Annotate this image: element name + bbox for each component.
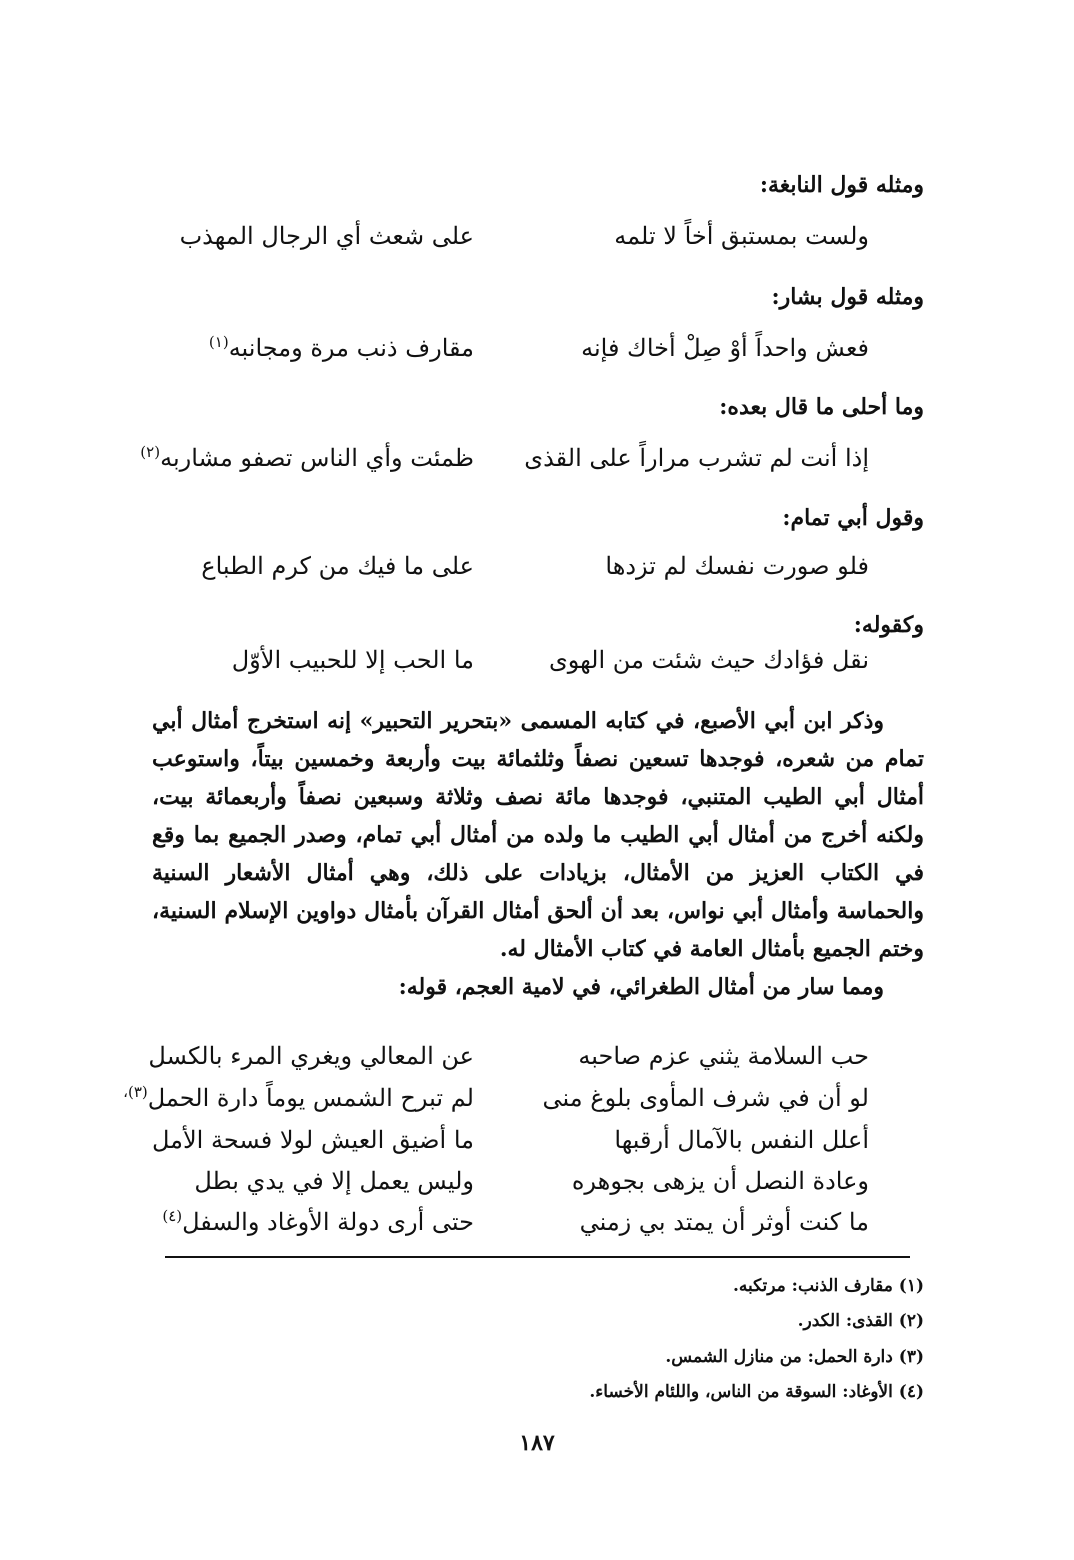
- poem-left-hemistich: [162, 1208, 474, 1236]
- verse-text: ظمئت وأي الناس تصفو مشاربه: [160, 444, 474, 472]
- poem-left-hemistich: ما أضيق العيش لولا فسحة الأمل: [151, 1126, 474, 1154]
- footnote-marker: (٤): [162, 1207, 183, 1225]
- footnote: (١) مقارف الذنب: مرتكبه.: [733, 1276, 924, 1296]
- footnote-marker: (٢): [140, 443, 161, 461]
- verse-left-hemistich: على شعث أي الرجال المهذب: [179, 222, 474, 250]
- poem-left-hemistich: [123, 1084, 474, 1112]
- intro-line: وقول أبي تمام:: [782, 505, 924, 531]
- footnote: (٤) الأوغاد: السوقة من الناس، واللئام الأخساء.: [589, 1382, 924, 1402]
- footnote: (٢) القذى: الكدر.: [797, 1311, 924, 1331]
- verse-right-hemistich: فعش واحداً أوْ صِلْ أخاك فإنه: [581, 334, 869, 362]
- page-number: ١٨٧: [519, 1430, 555, 1456]
- verse-text: حتى أرى دولة الأوغاد والسفل: [182, 1208, 474, 1236]
- paragraph: وذكر ابن أبي الأصبع، في كتابه المسمى «بتحرير التحبير» إنه استخرج أمثال أبي تمام من شعره، فوجدها تسعين نصفاً وثلثمائة بيت وأربعة وخمسين بيتاً، واستوعب أمثال أبي الطيب المتنبي، فوجدها مائة نصف وثلاثة وسبعين نصفاً وأربعمائة بيت، ولكنه أخرج من أمثال أبي الطيب ما ولده من أمثال أبي تمام، وصدر الجميع بما وقع في الكتاب العزيز من الأمثال، بزيادات على ذلك، وهي أمثال الأشعار السنية والحماسة وأمثال أبي نواس، بعد أن ألحق أمثال القرآن بأمثال دواوين الإسلام السنية، وختم الجميع بأمثال العامة في كتاب الأمثال له.: [152, 708, 925, 962]
- verse-left-hemistich: ما الحب إلا للحبيب الأوّل: [231, 646, 474, 674]
- verse-left-hemistich: على ما فيك من كرم الطباع: [201, 552, 474, 580]
- verse-right-hemistich: فلو صورت نفسك لم تزدها: [605, 552, 869, 580]
- prose-block: [152, 702, 924, 1006]
- poem-right-hemistich: وعادة النصل أن يزهى بجوهره: [571, 1167, 869, 1195]
- footnote-separator: [165, 1256, 910, 1258]
- poem-left-hemistich: عن المعالي ويغري المرء بالكسل: [148, 1042, 474, 1070]
- footnote: (٣) دارة الحمل: من منازل الشمس.: [665, 1347, 924, 1367]
- intro-line: وما أحلى ما قال بعده:: [719, 394, 924, 420]
- verse-left-hemistich: [140, 444, 474, 472]
- verse-right-hemistich: إذا أنت لم تشرب مراراً على القذى: [524, 444, 869, 472]
- paragraph: ومما سار من أمثال الطغرائي، في لامية العجم، قوله:: [398, 974, 884, 1000]
- poem-left-hemistich: وليس يعمل إلا في يدي بطل: [194, 1167, 474, 1195]
- verse-left-hemistich: [209, 334, 474, 362]
- footnote-marker: (٣)،: [123, 1083, 148, 1101]
- poem-right-hemistich: حب السلامة يثني عزم صاحبه: [578, 1042, 869, 1070]
- intro-line: ومثله قول النابغة:: [759, 172, 924, 198]
- verse-text: مقارف ذنب مرة ومجانبه: [228, 334, 474, 362]
- verse-right-hemistich: نقل فؤادك حيث شئت من الهوى: [548, 646, 869, 674]
- intro-line: ومثله قول بشار:: [771, 284, 924, 310]
- intro-line: وكقوله:: [853, 612, 924, 638]
- verse-right-hemistich: ولست بمستبق أخاً لا تلمه: [614, 222, 869, 250]
- poem-right-hemistich: لو أن في شرف المأوى بلوغ منى: [542, 1084, 869, 1112]
- footnote-marker: (١): [208, 333, 229, 351]
- poem-right-hemistich: أعلل النفس بالآمال أرقبها: [614, 1126, 869, 1154]
- verse-text: لم تبرح الشمس يوماً دارة الحمل: [147, 1084, 474, 1112]
- poem-right-hemistich: ما كنت أوثر أن يمتد بي زمني: [579, 1208, 869, 1236]
